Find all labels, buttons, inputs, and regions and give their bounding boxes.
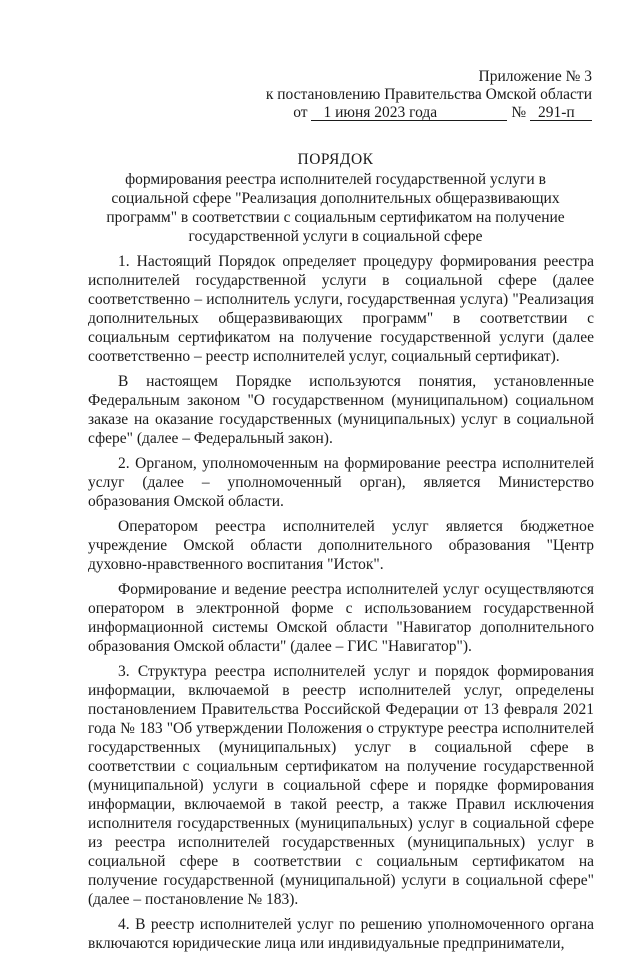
paragraph-4: Оператором реестра исполнителей услуг является бюджетное учреждение Омской области дополнительного образования "Центр духовно-нравственного воспитания "Исток". xyxy=(88,518,594,573)
appendix-date-number xyxy=(230,104,592,122)
appendix-block xyxy=(230,68,592,122)
appendix-resolution: к постановлению Правительства Омской области xyxy=(265,86,592,103)
document-subtitle: формирования реестра исполнителей государственной услуги в социальной сфере "Реализация дополнительных общеразвивающих программ" в соответствии с социальным сертификатом на получение государственной услуги в социальной сфере xyxy=(106,171,565,245)
document-heading xyxy=(88,150,583,246)
paragraph-5: Формирование и ведение реестра исполнителей услуг осуществляются оператором в электронной форме с использованием государственной информационной системы Омской области "Навигатор дополнительного образования Омской области" (далее – ГИС "Навигатор"). xyxy=(88,581,594,655)
paragraph-3: 2. Органом, уполномоченным на формирование реестра исполнителей услуг (далее – уполномоченный орган), является Министерство образования Омской области. xyxy=(88,455,594,510)
number-value: 291-п xyxy=(530,105,592,121)
paragraph-1: 1. Настоящий Порядок определяет процедуру формирования реестра исполнителей государственной услуги в социальной сфере (далее соответственно – исполнитель услуги, государственная услуга) "Реализация дополнительных общеразвивающих программ" в соответствии с социальным сертификатом на получение государственной услуги (далее соответственно – реестр исполнителей услуг, социальный сертификат). xyxy=(88,253,594,365)
document-title: ПОРЯДОК xyxy=(297,151,374,168)
date-value: 1 июня 2023 года xyxy=(311,105,507,121)
paragraph-7: 4. В реестр исполнителей услуг по решению уполномоченного органа включаются юридические лица или индивидуальные предприниматели, xyxy=(88,916,594,952)
paragraph-2: В настоящем Порядке используются понятия, установленные Федеральным законом "О государственном (муниципальном) социальном заказе на оказание государственных (муниципальных) услуг в социальной сфере" (далее – Федеральный закон). xyxy=(88,373,594,447)
paragraph-6: 3. Структура реестра исполнителей услуг и порядок формирования информации, включаемой в реестр исполнителей услуг, определены постановлением Правительства Российской Федерации от 13 февраля 2021 года № 183 "Об утверждении Положения о структуре реестра исполнителей государственных (муниципальных) услуг в социальной сфере в соответствии с социальным сертификатом на получение государственной (муниципальной) услуги в социальной сфере и порядке формирования информации, включаемой в такой реестр, а также Правил исключения исполнителя государственных (муниципальных) услуг в социальной сфере из реестра исполнителей государственных (муниципальных) услуг в социальной сфере в соответствии с социальным сертификатом на получение государственной (муниципальной) услуги в социальной сфере" (далее – постановление № 183). xyxy=(88,663,594,908)
appendix-title: Приложение № 3 xyxy=(478,68,592,85)
number-prefix: № xyxy=(511,104,527,121)
document-body xyxy=(88,252,594,959)
date-prefix: от xyxy=(293,104,308,121)
